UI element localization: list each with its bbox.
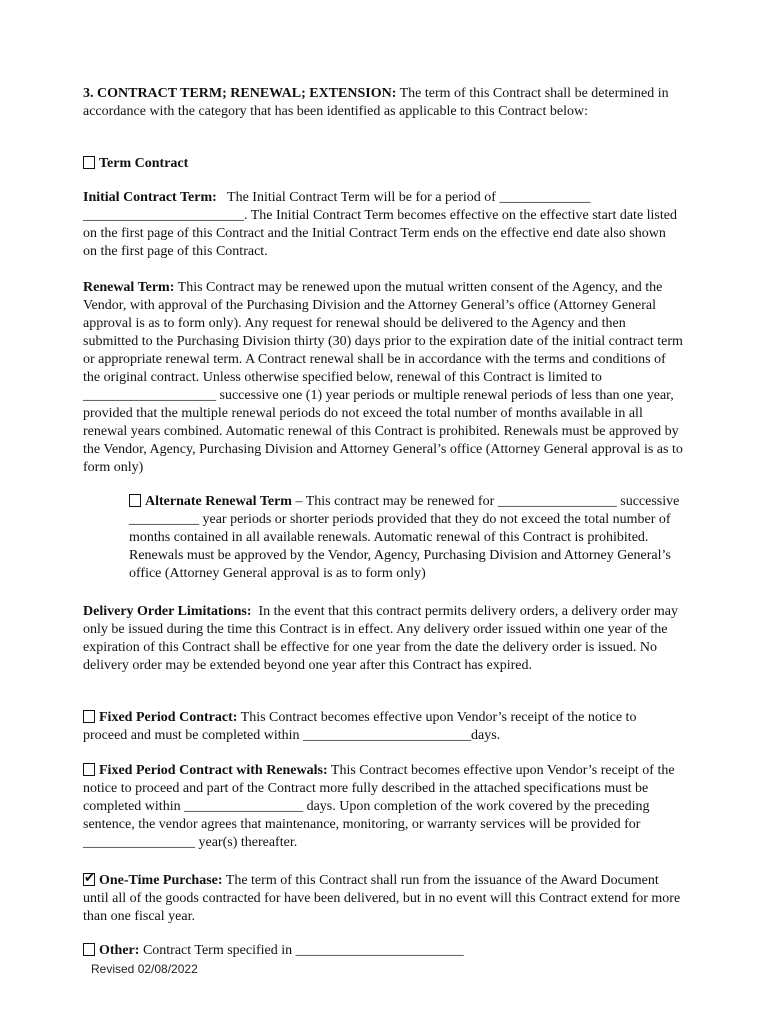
other-option [83, 942, 683, 960]
term-contract-option [83, 155, 683, 173]
section-3-text: The term of this Contract shall be determined in accordance with the category that has been identified as applicable to this Contract below: [83, 86, 669, 119]
delivery-order-heading: Delivery Order Limitations: [83, 604, 252, 619]
revised-date-footer: Revised 02/08/2022 [91, 962, 198, 976]
one-time-purchase-text: The term of this Contract shall run from the issuance of the Award Document until all of the goods contracted for have been delivered, but in no event will this Contract extend for more than one fiscal year. [83, 873, 681, 924]
alternate-renewal-term [129, 493, 685, 583]
renewal-term-text: This Contract may be renewed upon the mutual written consent of the Agency, and the Vendor, with approval of the Purchasing Division and the Attorney General’s office (Attorney General approval is as to form only). Any request for renewal should be delivered to the Agency and then submitted to the Purchasing Division thirty (30) days prior to the expiration date of the initial contract term or appropriate renewal term. A Contract renewal shall be in accordance with the terms and conditions of the original contract. Unless otherwise specified below, renewal of this Contract is limited to ___________________ successive one (1) year periods or multiple renewal periods of less than one year, provided that the multiple renewal periods do not exceed the total number of months available in all renewal years combined. Automatic renewal of this Contract is prohibited. Renewals must be approved by the Vendor, Agency, Purchasing Division and Attorney General’s office (Attorney General approval is as to form only) [83, 280, 683, 475]
alternate-renewal-heading: Alternate Renewal Term [145, 494, 292, 509]
other-checkbox[interactable] [83, 943, 95, 956]
alternate-renewal-checkbox[interactable] [129, 494, 141, 507]
delivery-order-limitations [83, 603, 683, 675]
section-3-heading: 3. CONTRACT TERM; RENEWAL; EXTENSION: [83, 86, 397, 101]
fixed-period-contract [83, 709, 683, 745]
fixed-period-checkbox[interactable] [83, 710, 95, 723]
alternate-renewal-text: – This contract may be renewed for _________________ successive __________ year periods or shorter periods provided that they do not exceed the total number of months contained in all available renewals. Automatic renewal of this Contract is prohibited. Renewals must be approved by the Vendor, Agency, Purchasing Division and Attorney General’s office (Attorney General approval is as to form only) [129, 494, 680, 581]
fixed-period-renewals-text: This Contract becomes effective upon Vendor’s receipt of the notice to proceed and part of the Contract more fully described in the attached specifications must be completed within _________________ days. Upon completion of the work covered by the preceding sentence, the vendor agrees that maintenance, monitoring, or warranty services will be provided for ________________ year(s) thereafter. [83, 763, 675, 850]
renewal-term [83, 279, 683, 477]
one-time-purchase [83, 872, 683, 926]
fixed-period-with-renewals [83, 762, 683, 852]
one-time-purchase-checkbox[interactable] [83, 873, 95, 886]
fixed-period-heading: Fixed Period Contract: [99, 710, 238, 725]
other-heading: Other: [99, 943, 140, 958]
fixed-period-text: This Contract becomes effective upon Vendor’s receipt of the notice to proceed and must be completed within ________________________days. [83, 710, 637, 743]
initial-term-heading: Initial Contract Term: [83, 190, 217, 205]
one-time-purchase-heading: One-Time Purchase: [99, 873, 223, 888]
delivery-order-text: In the event that this contract permits delivery orders, a delivery order may only be issued during the time this Contract is in effect. Any delivery order issued within one year of the expiration of this Contract shall be effective for one year from the date the delivery order is issued. No delivery order may be extended beyond one year after this Contract has expired. [83, 604, 678, 673]
renewal-term-heading: Renewal Term: [83, 280, 175, 295]
initial-contract-term [83, 189, 683, 261]
initial-term-text: The Initial Contract Term will be for a period of _____________ _______________________. The Initial Contract Term becomes effective on the effective start date listed on the first page of this Contract and the Initial Contract Term ends on the effective end date also shown on the first page of this Contract. [83, 190, 677, 259]
term-contract-checkbox[interactable] [83, 156, 95, 169]
term-contract-label: Term Contract [99, 156, 189, 171]
section-3-contract-term [83, 85, 683, 121]
fixed-period-renewals-checkbox[interactable] [83, 763, 95, 776]
fixed-period-renewals-heading: Fixed Period Contract with Renewals: [99, 763, 328, 778]
other-text: Contract Term specified in ________________________ [142, 943, 464, 958]
